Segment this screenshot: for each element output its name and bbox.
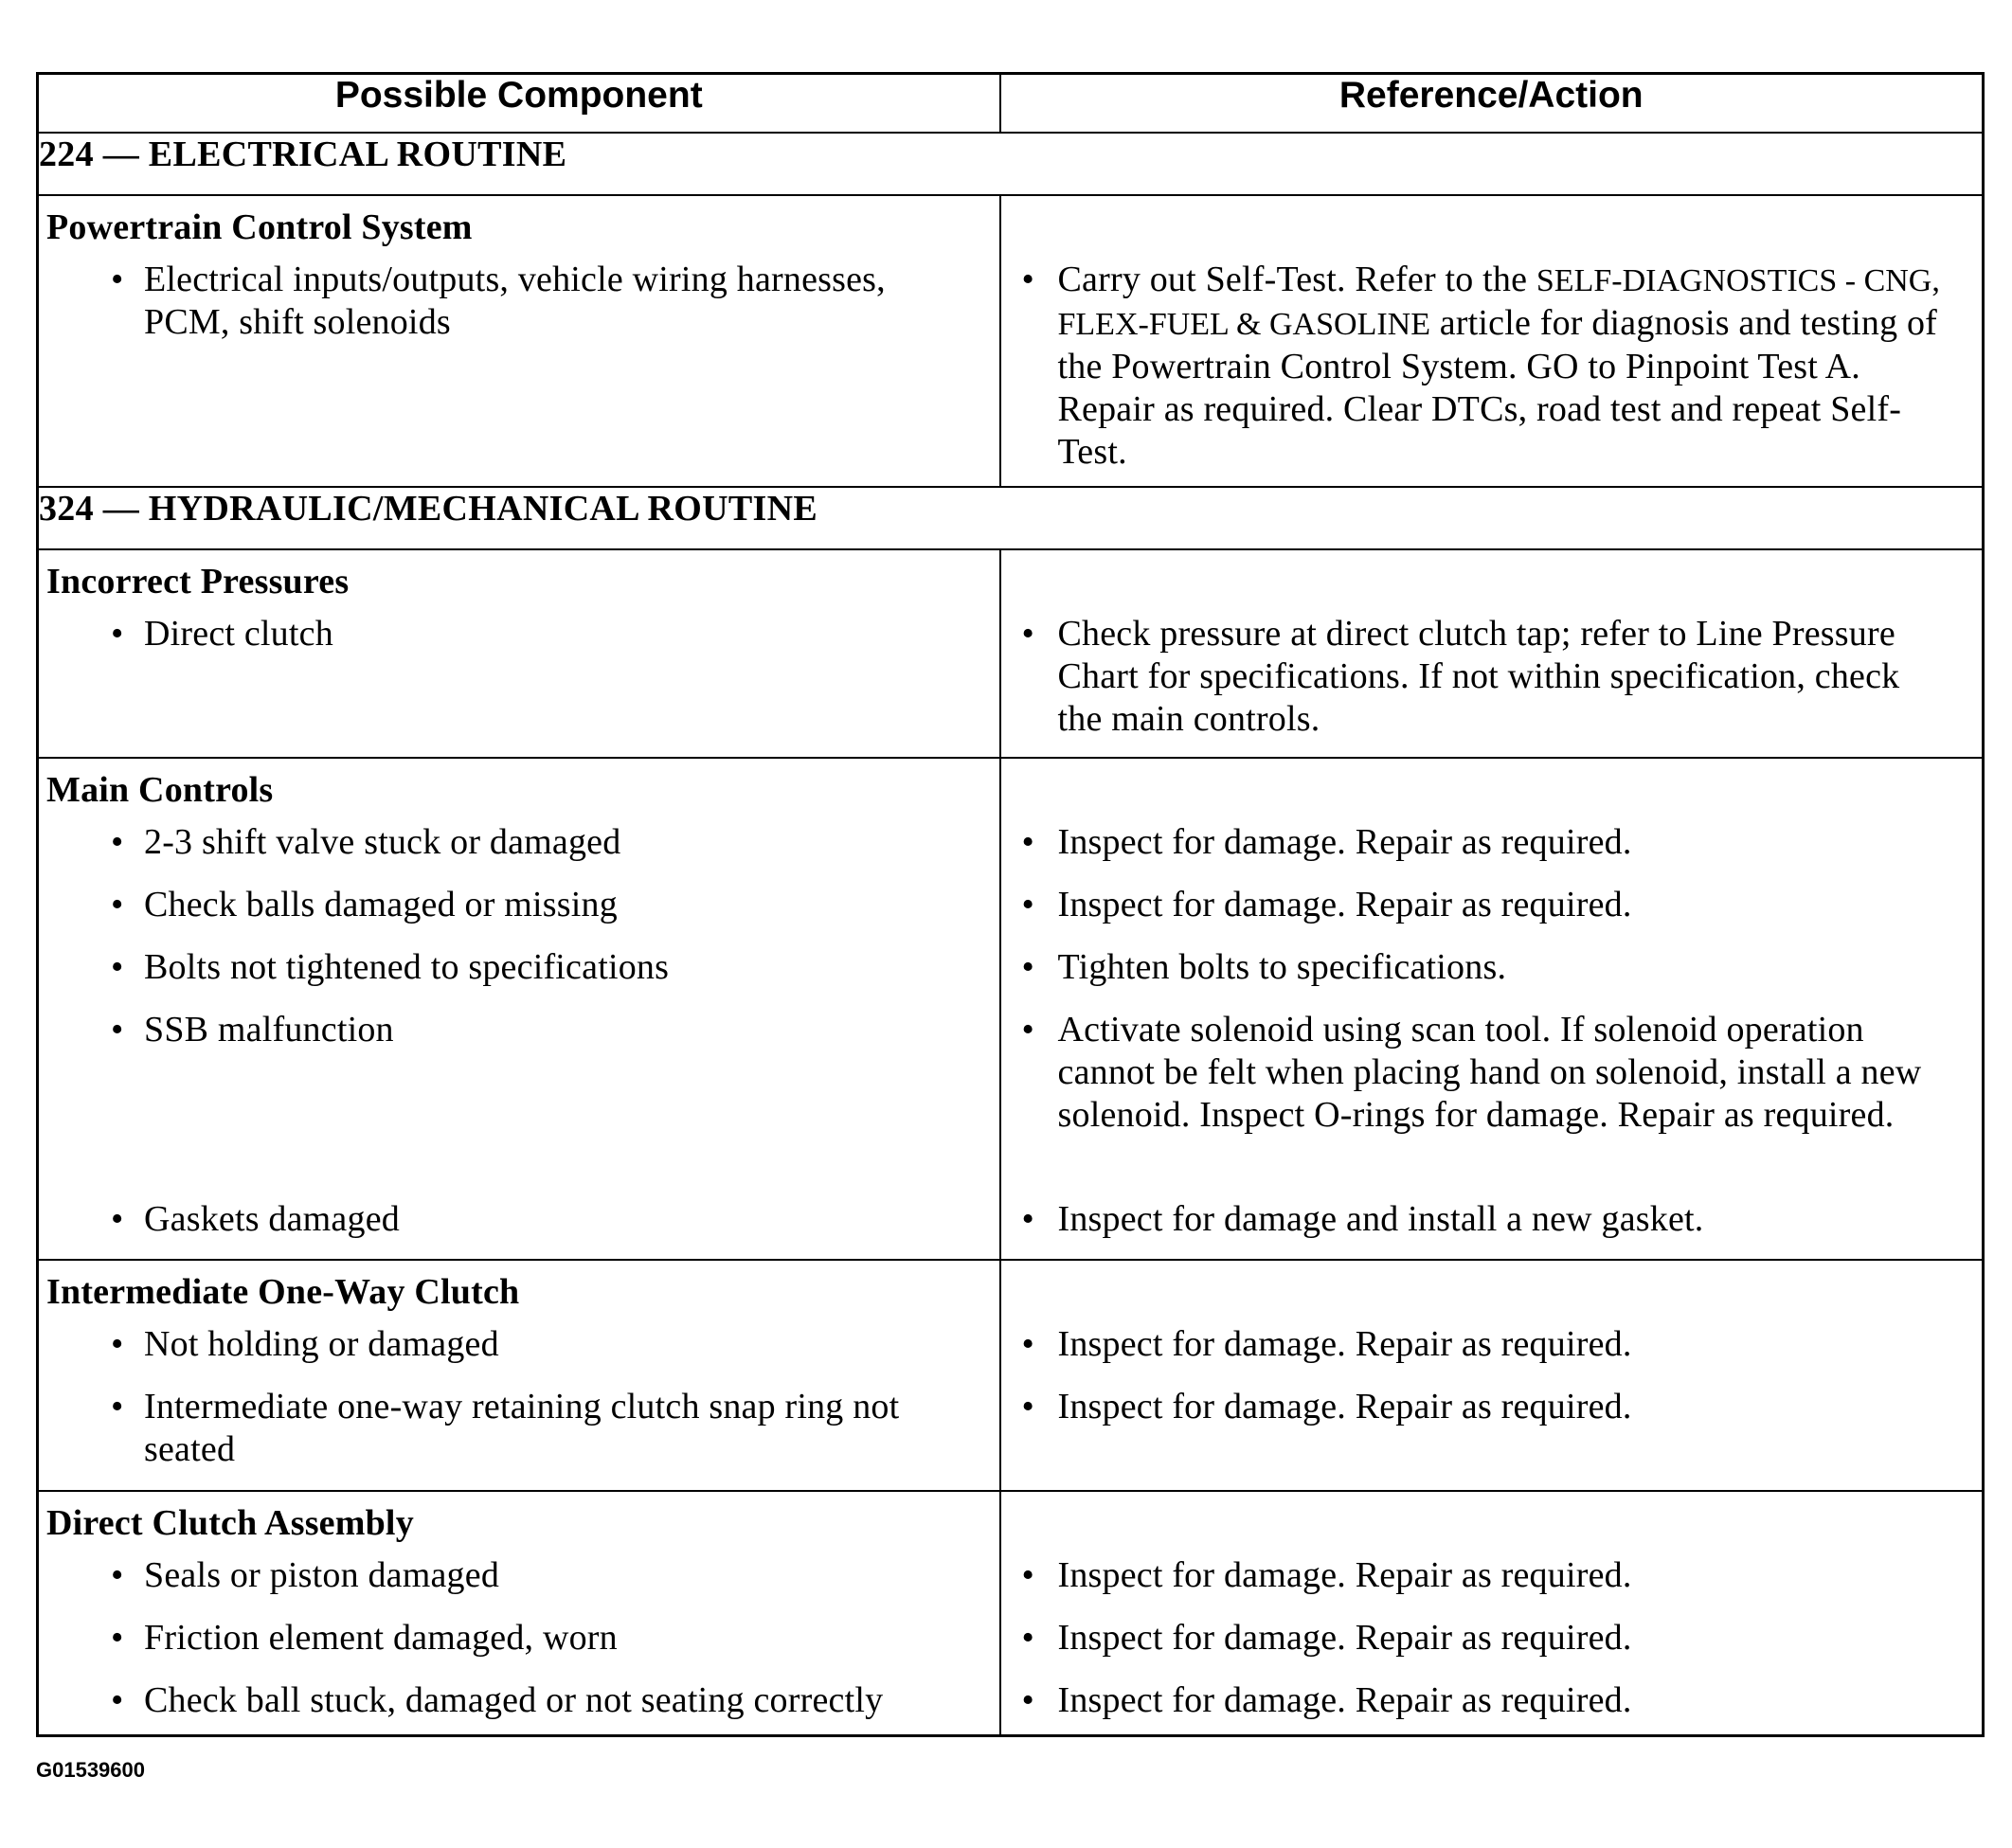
section-title-direct-clutch-assembly: Direct Clutch Assembly — [46, 1503, 414, 1543]
routine-row-224 — [38, 133, 1984, 195]
section-spacer — [1001, 196, 1983, 259]
component-item — [39, 946, 999, 1009]
bullet-icon: • — [111, 614, 124, 654]
figure-id: G01539600 — [36, 1758, 145, 1782]
table-header-row — [38, 74, 1984, 134]
section-spacer — [1001, 1261, 1983, 1323]
action-text: Check pressure at direct clutch tap; refer to Line Pressure Chart for specifications. If not within specification, check the main controls. — [1057, 614, 1900, 739]
component-text: SSB malfunction — [144, 1010, 394, 1050]
bullet-icon: • — [1021, 1680, 1035, 1720]
action-item — [1001, 259, 1983, 474]
bullet-icon: • — [1021, 1324, 1035, 1364]
action-item — [1001, 1617, 1983, 1679]
action-item — [1001, 821, 1983, 884]
bullet-icon: • — [1021, 885, 1035, 924]
section-title-main-controls: Main Controls — [46, 770, 274, 810]
component-text: Not holding or damaged — [144, 1324, 499, 1364]
component-text: Seals or piston damaged — [144, 1555, 500, 1595]
action-item — [1001, 884, 1983, 946]
action-text-part2: article for diagnosis and testing of the Powertrain Control System. GO to Pinpoint Test A. Repair as required. Clear DTCs, road test and repeat Self-Test. — [1057, 303, 1938, 472]
article-reference: SELF-DIAGNOSTICS - CNG, FLEX-FUEL & GASOLINE — [1057, 263, 1940, 342]
bullet-icon: • — [111, 1324, 124, 1364]
diagnosis-table — [36, 72, 1985, 1737]
column-header-component: Possible Component — [38, 74, 1000, 134]
column-header-action: Reference/Action — [1000, 74, 1984, 134]
component-text: Electrical inputs/outputs, vehicle wiring harnesses, PCM, shift solenoids — [144, 260, 886, 342]
section-spacer — [1001, 759, 1983, 821]
section-spacer — [1001, 550, 1983, 613]
component-item — [39, 613, 999, 655]
action-item — [1001, 1554, 1983, 1617]
component-item — [39, 884, 999, 946]
bullet-icon: • — [1021, 1555, 1035, 1595]
section-row-powertrain — [38, 195, 1984, 487]
component-text: Bolts not tightened to specifications — [144, 947, 670, 987]
bullet-icon: • — [1021, 822, 1035, 862]
component-text: 2-3 shift valve stuck or damaged — [144, 822, 621, 862]
component-text: Friction element damaged, worn — [144, 1618, 618, 1658]
action-item — [1001, 1009, 1983, 1198]
component-item — [39, 1323, 999, 1386]
section-right-main-controls — [1000, 758, 1984, 1260]
section-title-powertrain: Powertrain Control System — [46, 207, 473, 247]
bullet-icon: • — [1021, 947, 1035, 987]
action-text: Inspect for damage and install a new gasket. — [1057, 1199, 1704, 1239]
action-item — [1001, 1198, 1983, 1241]
section-left-intermediate-clutch — [38, 1260, 1000, 1491]
action-item — [1001, 1679, 1983, 1722]
component-text: Intermediate one-way retaining clutch snap ring not seated — [144, 1387, 900, 1469]
action-text: Tighten bolts to specifications. — [1057, 947, 1507, 987]
section-left-incorrect-pressures — [38, 549, 1000, 758]
bullet-icon: • — [1021, 260, 1035, 299]
bullet-icon: • — [111, 1618, 124, 1658]
bullet-icon: • — [111, 1199, 124, 1239]
bullet-icon: • — [111, 947, 124, 987]
section-row-incorrect-pressures — [38, 549, 1984, 758]
action-text-part1: Carry out Self-Test. Refer to the — [1057, 260, 1536, 299]
section-left-main-controls — [38, 758, 1000, 1260]
bullet-icon: • — [1021, 1199, 1035, 1239]
action-item — [1001, 946, 1983, 1009]
component-item — [39, 1679, 999, 1722]
bullet-icon: • — [111, 1680, 124, 1720]
action-item — [1001, 1386, 1983, 1428]
routine-title-324: 324 — HYDRAULIC/MECHANICAL ROUTINE — [38, 487, 1984, 549]
bullet-icon: • — [111, 260, 124, 299]
bullet-icon: • — [111, 885, 124, 924]
bullet-icon: • — [111, 1555, 124, 1595]
component-text: Gaskets damaged — [144, 1199, 400, 1239]
section-left-direct-clutch-assembly — [38, 1491, 1000, 1736]
bullet-icon: • — [1021, 614, 1035, 654]
section-right-direct-clutch-assembly — [1000, 1491, 1984, 1736]
bullet-icon: • — [1021, 1010, 1035, 1050]
action-text: Inspect for damage. Repair as required. — [1057, 1680, 1632, 1720]
section-spacer — [1001, 1492, 1983, 1554]
component-item — [39, 1198, 999, 1241]
section-row-main-controls — [38, 758, 1984, 1260]
bullet-icon: • — [111, 1387, 124, 1426]
section-row-intermediate-clutch — [38, 1260, 1984, 1491]
action-text: Inspect for damage. Repair as required. — [1057, 1324, 1632, 1364]
component-item — [39, 1554, 999, 1617]
section-row-direct-clutch-assembly — [38, 1491, 1984, 1736]
action-text: Inspect for damage. Repair as required. — [1057, 885, 1632, 924]
component-text: Check ball stuck, damaged or not seating correctly — [144, 1680, 884, 1720]
section-title-intermediate-clutch: Intermediate One-Way Clutch — [46, 1272, 520, 1312]
action-text: Activate solenoid using scan tool. If solenoid operation cannot be felt when placing hand on solenoid, install a new solenoid. Inspect O-rings for damage. Repair as required. — [1057, 1010, 1922, 1135]
component-text: Check balls damaged or missing — [144, 885, 618, 924]
action-text: Inspect for damage. Repair as required. — [1057, 1387, 1632, 1426]
section-right-intermediate-clutch — [1000, 1260, 1984, 1491]
action-text: Inspect for damage. Repair as required. — [1057, 822, 1632, 862]
section-right-incorrect-pressures — [1000, 549, 1984, 758]
routine-row-324 — [38, 487, 1984, 549]
component-item — [39, 821, 999, 884]
action-text: Inspect for damage. Repair as required. — [1057, 1618, 1632, 1658]
component-item — [39, 259, 999, 344]
bullet-icon: • — [1021, 1618, 1035, 1658]
section-title-incorrect-pressures: Incorrect Pressures — [46, 562, 350, 601]
component-text: Direct clutch — [144, 614, 333, 654]
action-item — [1001, 613, 1983, 741]
component-item — [39, 1386, 999, 1471]
section-left-powertrain — [38, 195, 1000, 487]
component-item — [39, 1617, 999, 1679]
bullet-icon: • — [111, 1010, 124, 1050]
bullet-icon: • — [1021, 1387, 1035, 1426]
section-right-powertrain — [1000, 195, 1984, 487]
routine-title-224: 224 — ELECTRICAL ROUTINE — [38, 133, 1984, 195]
component-item — [39, 1009, 999, 1198]
action-text: Inspect for damage. Repair as required. — [1057, 1555, 1632, 1595]
action-item — [1001, 1323, 1983, 1386]
bullet-icon: • — [111, 822, 124, 862]
